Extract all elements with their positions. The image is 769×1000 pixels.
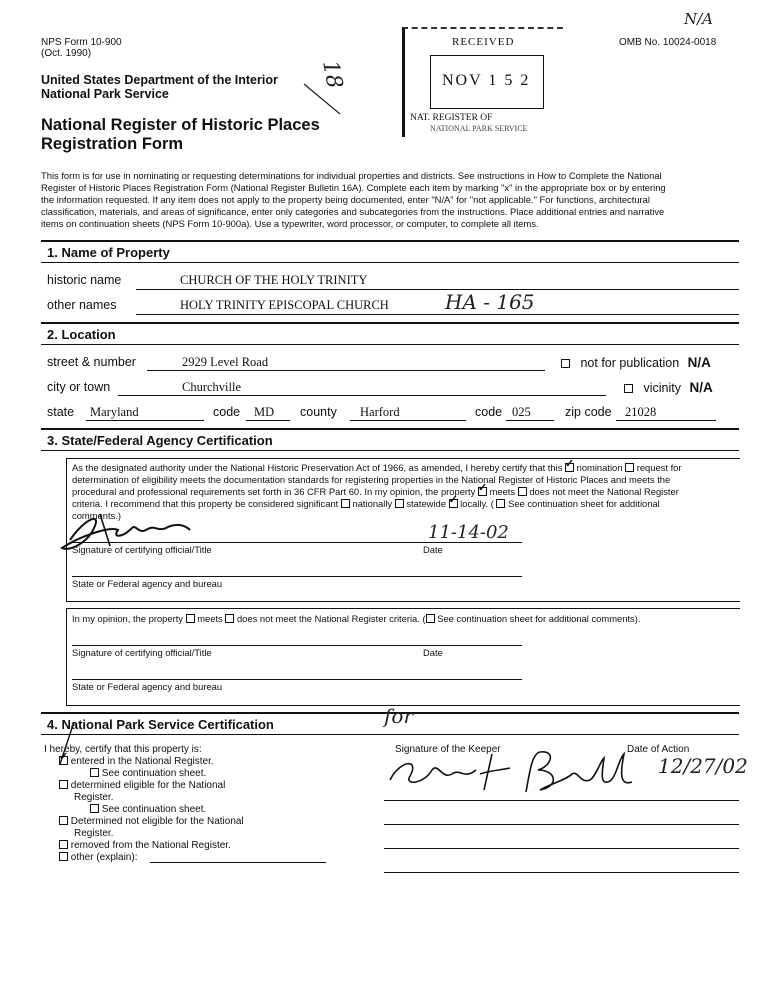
handwritten-na: N/A — [684, 10, 714, 28]
state-code-line — [246, 420, 290, 421]
vicinity-checkbox[interactable] — [624, 384, 633, 393]
zip-line — [616, 420, 716, 421]
opinion-line — [72, 613, 640, 625]
cert-line4-text: criteria. I recommend that this property be considered significant — [72, 498, 339, 509]
stamp-date: NOV 1 5 2 — [442, 72, 531, 89]
vicinity-label: vicinity — [643, 381, 681, 395]
cert-line2: determination of eligibility meets the documentation standards for registering properties in the National Register of Historic Places and meets the — [72, 474, 671, 485]
nomination-label: nomination — [576, 462, 623, 473]
received-stamp — [402, 27, 560, 135]
historic-name-label: historic name — [47, 273, 122, 287]
county-value[interactable]: Harford — [360, 405, 400, 419]
section4-intro: I hereby, certify that this property is: — [44, 744, 202, 755]
determined-eligible-label-2: Register. — [74, 792, 114, 803]
section1-underline — [41, 262, 739, 263]
not-for-publication[interactable] — [561, 355, 711, 370]
determined-eligible-option[interactable] — [59, 780, 225, 792]
locally-checkbox[interactable] — [449, 499, 458, 508]
opinion-does-not-meet-checkbox[interactable] — [225, 614, 234, 623]
stamp-register: NAT. REGISTER OF — [410, 113, 493, 123]
action-date: 12/27/02 — [658, 754, 748, 778]
state-value[interactable]: Maryland — [90, 405, 139, 419]
see-cont1-option[interactable] — [90, 768, 206, 780]
section2-rule — [41, 322, 739, 324]
request-label: request for — [636, 462, 682, 473]
statewide-label: statewide — [406, 498, 446, 509]
other-names-label: other names — [47, 298, 117, 312]
request-checkbox[interactable] — [625, 463, 634, 472]
section4-underline — [41, 734, 739, 735]
keeper-line-4 — [384, 872, 739, 873]
handwritten-number: 18 — [317, 58, 347, 91]
not-eligible-checkbox[interactable] — [59, 816, 68, 825]
stamp-service: NATIONAL PARK SERVICE — [430, 124, 528, 133]
state-code-value[interactable]: MD — [254, 405, 275, 419]
street-line — [147, 370, 545, 371]
instructions-line1: This form is for use in nominating or requesting determinations for individual properties and districts. See instructions in How to Complete the National — [41, 170, 662, 181]
does-not-meet-checkbox[interactable] — [518, 487, 527, 496]
form-title-line1: National Register of Historic Places — [41, 116, 320, 134]
not-eligible-option[interactable] — [59, 816, 244, 828]
nomination-checkbox[interactable] — [565, 463, 574, 472]
handwritten-site-id: HA - 165 — [445, 290, 535, 314]
date2-label: Date — [423, 647, 443, 658]
entered-option[interactable] — [59, 756, 214, 768]
opinion-meets-label: meets — [197, 613, 223, 624]
zip-value[interactable]: 21028 — [625, 405, 657, 419]
signature2-label: Signature of certifying official/Title — [72, 647, 212, 658]
see-cont2-option[interactable] — [90, 804, 206, 816]
see-cont1-label: See continuation sheet. — [101, 768, 207, 779]
vicinity[interactable] — [624, 380, 713, 395]
other-names-line — [136, 314, 739, 315]
cert-line1-text: As the designated authority under the National Historic Preservation Act of 1966, as amended, I hereby certify that this — [72, 462, 563, 473]
meets-label: meets — [489, 486, 516, 497]
see-cont2-label: See continuation sheet. — [101, 804, 207, 815]
opinion-text: In my opinion, the property — [72, 613, 183, 624]
omb-number: OMB No. 10024-0018 — [619, 37, 717, 48]
nationally-label: nationally — [352, 498, 393, 509]
signed-date: 11-14-02 — [428, 522, 509, 543]
agency-line2: National Park Service — [41, 87, 169, 101]
state-line — [86, 420, 204, 421]
historic-name-line — [136, 289, 739, 290]
not-for-publication-value: N/A — [687, 355, 711, 370]
handwritten-stroke — [300, 70, 350, 120]
cert-line3-text: procedural and professional requirements set forth in 36 CFR Part 60. In my opinion, the property — [72, 486, 476, 497]
city-line — [118, 395, 606, 396]
section2-underline — [41, 344, 739, 345]
section3-rule — [41, 428, 739, 430]
instructions-line3: the information requested. If any item does not apply to the property being documented, enter "N/A" for "not applicable." For functions, architectural — [41, 194, 650, 205]
form-title-line2: Registration Form — [41, 135, 184, 153]
state-code-label: code — [213, 405, 241, 419]
removed-option[interactable] — [59, 840, 231, 852]
date-label: Date — [423, 544, 443, 555]
instructions-line5: items on continuation sheets (NPS Form 10-900a). Use a typewriter, word processor, or computer, to complete all items. — [41, 218, 539, 229]
entered-checkbox[interactable] — [59, 756, 68, 765]
opinion-does-not-meet-label: does not meet the National Register criteria. ( — [236, 613, 426, 624]
not-eligible-label: Determined not eligible for the National — [70, 816, 244, 827]
not-for-publication-checkbox[interactable] — [561, 359, 570, 368]
nationally-checkbox[interactable] — [341, 499, 350, 508]
county-code-value[interactable]: 025 — [512, 405, 531, 419]
entered-label: entered in the National Register. — [70, 756, 214, 767]
opinion-continuation-checkbox[interactable] — [426, 614, 435, 623]
signature-label: Signature of certifying official/Title — [72, 544, 212, 555]
keeper-line-1 — [384, 800, 739, 801]
cert-continuation-checkbox[interactable] — [496, 499, 505, 508]
locally-label: locally. ( — [460, 498, 494, 509]
cert-line3 — [72, 486, 679, 498]
agency-line — [72, 576, 522, 577]
street-label: street & number — [47, 355, 136, 369]
section1-rule — [41, 240, 739, 242]
agency2-label: State or Federal agency and bureau — [72, 681, 223, 692]
historic-name-value[interactable]: CHURCH OF THE HOLY TRINITY — [180, 273, 368, 287]
other-explain-line — [150, 862, 326, 863]
state-label: state — [47, 405, 75, 419]
zip-label: zip code — [565, 405, 612, 419]
see-cont1-checkbox[interactable] — [90, 768, 99, 777]
agency2-line — [72, 679, 522, 680]
keeper-for: for — [384, 704, 414, 728]
does-not-meet-label: does not meet the National Register — [529, 486, 679, 497]
opinion-meets-checkbox[interactable] — [186, 614, 195, 623]
removed-checkbox[interactable] — [59, 840, 68, 849]
section2-title: 2. Location — [47, 327, 116, 342]
city-label: city or town — [47, 380, 111, 394]
keeper-line-2 — [384, 824, 739, 825]
not-eligible-label-2: Register. — [74, 828, 114, 839]
vicinity-value: N/A — [689, 380, 713, 395]
determined-eligible-checkbox[interactable] — [59, 780, 68, 789]
stamp-received: RECEIVED — [452, 36, 515, 48]
other-label: other (explain): — [70, 852, 138, 863]
street-value[interactable]: 2929 Level Road — [182, 355, 269, 369]
not-for-publication-label: not for publication — [580, 356, 680, 370]
other-names-value[interactable]: HOLY TRINITY EPISCOPAL CHURCH — [180, 298, 389, 312]
keeper-line-3 — [384, 848, 739, 849]
county-label: county — [300, 405, 337, 419]
removed-label: removed from the National Register. — [70, 840, 231, 851]
county-line — [350, 420, 466, 421]
section3-underline — [41, 450, 739, 451]
agency-line1: United States Department of the Interior — [41, 73, 278, 87]
city-value[interactable]: Churchville — [182, 380, 242, 394]
cert-line1 — [72, 462, 682, 474]
see-cont2-checkbox[interactable] — [90, 804, 99, 813]
agency-label: State or Federal agency and bureau — [72, 578, 223, 589]
section3-title: 3. State/Federal Agency Certification — [47, 433, 273, 448]
keeper-signature — [380, 740, 650, 800]
instructions-line2: Register of Historic Places Registration Form (National Register Bulletin 16A). Complete each item by marking "x" in the appropriate box or by entering — [41, 182, 666, 193]
opinion-continuation-label: See continuation sheet for additional comments). — [437, 613, 641, 624]
form-date: (Oct. 1990) — [41, 48, 92, 59]
meets-checkbox[interactable] — [478, 487, 487, 496]
section4-title: 4. National Park Service Certification — [47, 717, 274, 732]
instructions-line4: classification, materials, and areas of significance, enter only categories and subcategories from the instructions. Place additional entries and narrative — [41, 206, 665, 217]
action-label: Date of Action — [627, 744, 690, 755]
cert-line5: comments.) — [72, 510, 121, 521]
section1-title: 1. Name of Property — [47, 245, 170, 260]
statewide-checkbox[interactable] — [395, 499, 404, 508]
county-code-label: code — [475, 405, 503, 419]
signature2-line — [72, 645, 522, 646]
determined-eligible-label: determined eligible for the National — [70, 780, 226, 791]
cert-continuation-label: See continuation sheet for additional — [508, 498, 660, 509]
county-code-line — [506, 420, 554, 421]
keeper-label: Signature of the Keeper — [395, 744, 501, 755]
other-option[interactable] — [59, 852, 137, 864]
other-checkbox[interactable] — [59, 852, 68, 861]
signature-line — [72, 542, 522, 543]
form-number: NPS Form 10-900 — [41, 37, 122, 48]
